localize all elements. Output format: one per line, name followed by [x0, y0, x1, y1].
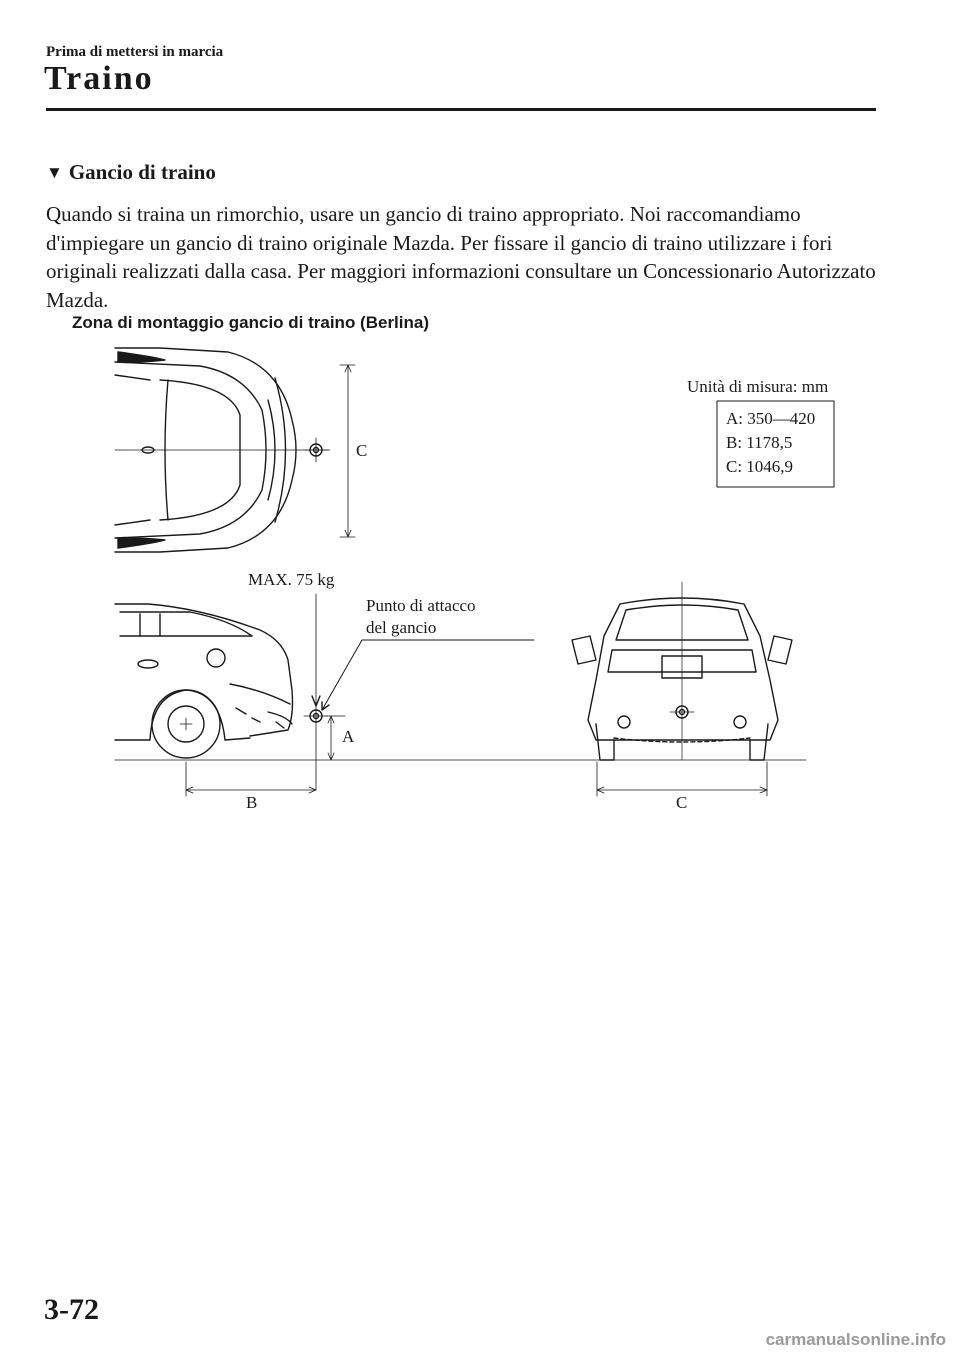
- section-heading-text: Gancio di traino: [68, 160, 216, 184]
- label-c-top: C: [356, 441, 368, 460]
- dimension-a: A: 350—420: [726, 409, 816, 428]
- max-load-label: MAX. 75 kg: [248, 570, 335, 589]
- label-b: B: [246, 793, 258, 812]
- dimension-b: B: 1178,5: [726, 433, 793, 452]
- figure-caption: Zona di montaggio gancio di traino (Berlina): [72, 313, 429, 332]
- label-a: A: [342, 727, 355, 746]
- running-head: Prima di mettersi in marcia: [46, 44, 224, 60]
- page-title: Traino: [44, 60, 154, 97]
- dimension-c: C: 1046,9: [726, 457, 794, 476]
- attach-point-label-2: del gancio: [366, 618, 437, 637]
- units-label: Unità di misura: mm: [687, 377, 829, 396]
- triangle-down-icon: ▼: [46, 163, 63, 182]
- label-c-bottom: C: [676, 793, 688, 812]
- attach-point-label-1: Punto di attacco: [366, 596, 476, 615]
- car-side-view-illustration: [115, 604, 293, 758]
- page-number: 3-72: [44, 1293, 99, 1326]
- body-text: Quando si traina un rimorchio, usare un gancio di traino appropriato. Noi raccomandiamo d'impiegare un gancio di traino originale Mazda. Per fissare il gancio di traino utilizzare i fori originali realizzati dalla casa. Per maggiori informazioni consultare un Concessionario Autorizzato Mazda.: [46, 202, 876, 312]
- watermark: carmanualsonline.info: [765, 1330, 946, 1349]
